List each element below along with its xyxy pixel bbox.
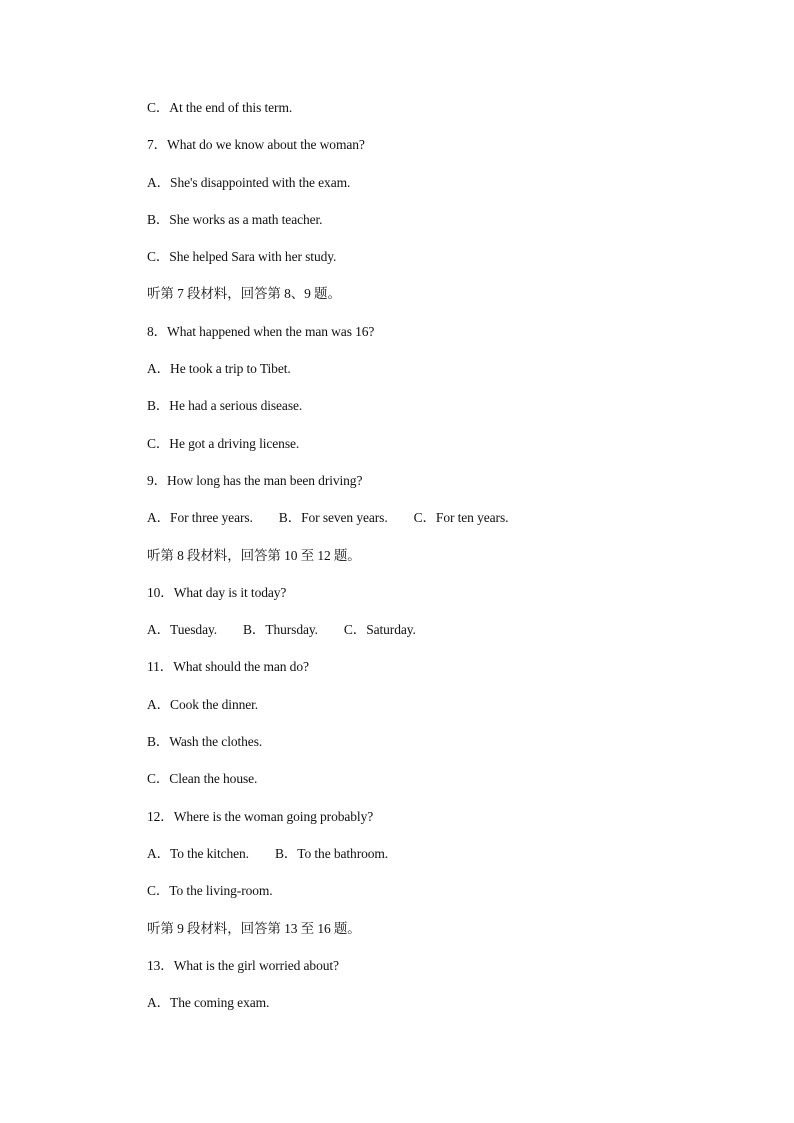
option-c: C．For ten years. xyxy=(413,510,509,526)
section-instruction: 听第 9 段材料，回答第 13 至 16 题。 xyxy=(147,920,361,936)
question-line: 9．How long has the man been driving? xyxy=(147,472,363,488)
option-line: B．He had a serious disease. xyxy=(147,398,303,414)
question-list xyxy=(147,99,747,1031)
option-line: B．She works as a math teacher. xyxy=(147,211,323,227)
section-instruction: 听第 7 段材料，回答第 8、9 题。 xyxy=(147,286,341,302)
option-b: B．To the bathroom. xyxy=(274,845,389,861)
option-a: A．For three years. xyxy=(147,510,253,526)
option-row xyxy=(147,621,747,658)
option-c: C．Saturday. xyxy=(343,622,416,638)
option-b: B．For seven years. xyxy=(278,510,388,526)
option-line: A．Cook the dinner. xyxy=(147,696,259,712)
question-line: 12．Where is the woman going probably? xyxy=(147,808,374,824)
question-line: 8．What happened when the man was 16? xyxy=(147,323,375,339)
question-line: 13．What is the girl worried about? xyxy=(147,957,339,973)
section-instruction: 听第 8 段材料，回答第 10 至 12 题。 xyxy=(147,547,361,563)
option-row xyxy=(147,845,747,882)
question-line: 10．What day is it today? xyxy=(147,584,287,600)
option-a: A．To the kitchen. xyxy=(147,845,249,861)
question-line: 7．What do we know about the woman? xyxy=(147,137,365,153)
option-line: C．To the living-room. xyxy=(147,883,273,899)
option-a: A．Tuesday. xyxy=(147,622,218,638)
question-line: 11．What should the man do? xyxy=(147,659,309,675)
option-line: C．He got a driving license. xyxy=(147,435,300,451)
option-row xyxy=(147,509,747,546)
option-line: A．He took a trip to Tibet. xyxy=(147,361,291,377)
option-line: C．Clean the house. xyxy=(147,771,258,787)
option-line: A．The coming exam. xyxy=(147,995,270,1011)
option-line: A．She's disappointed with the exam. xyxy=(147,174,351,190)
option-b: B．Thursday. xyxy=(243,622,318,638)
option-line: C．At the end of this term. xyxy=(147,100,293,115)
option-line: C．She helped Sara with her study. xyxy=(147,249,337,265)
option-line: B．Wash the clothes. xyxy=(147,734,263,750)
